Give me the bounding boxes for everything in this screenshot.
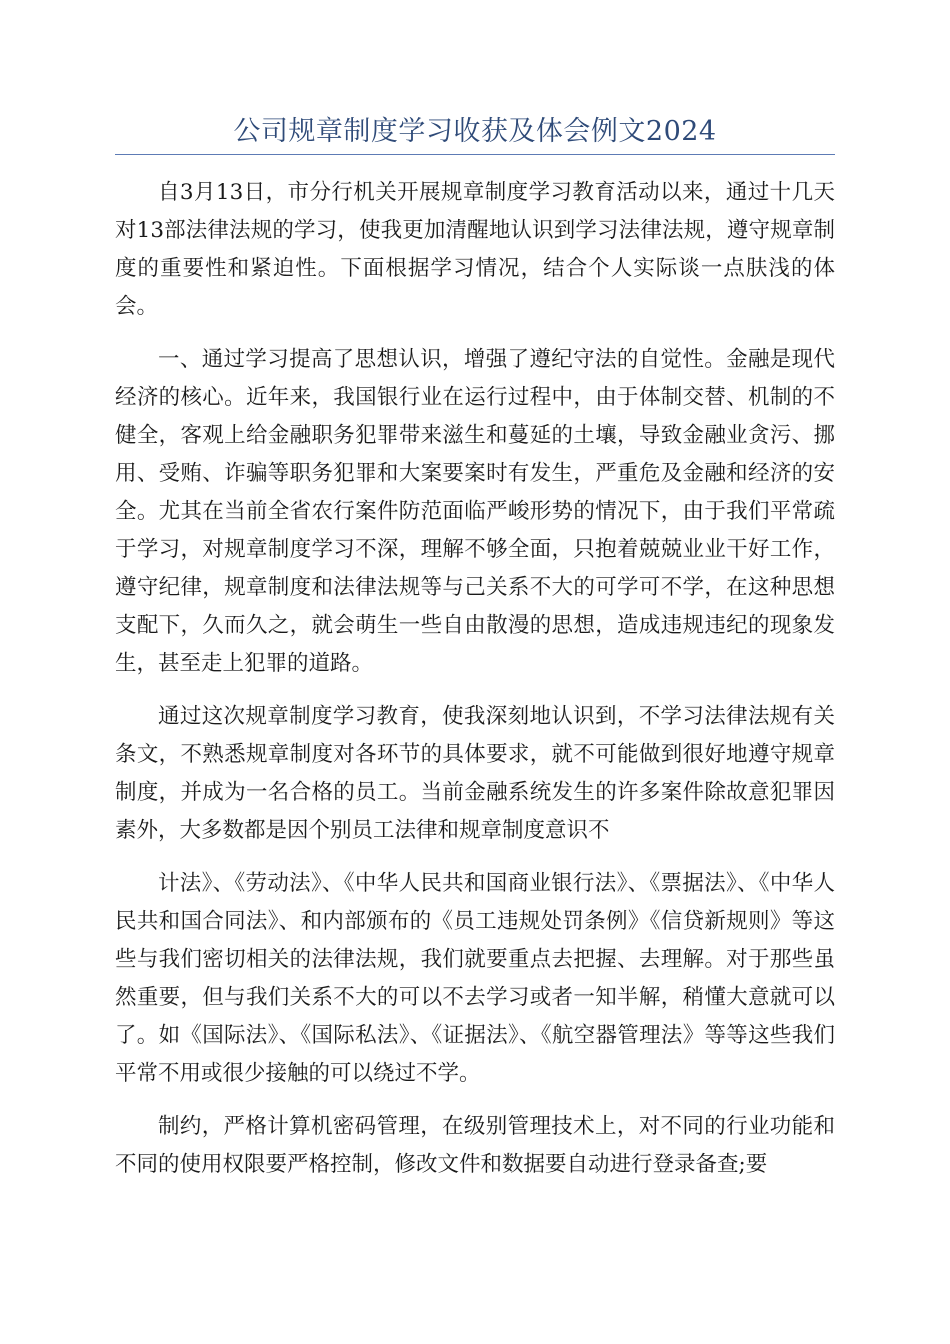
paragraph-intro: 自3月13日，市分行机关开展规章制度学习教育活动以来，通过十几天对13部法律法规的学习，使我更加清醒地认识到学习法律法规，遵守规章制度的重要性和紧迫性。下面根据学习情况，结合个人实际谈一点肤浅的体会。 (115, 180, 835, 319)
paragraph-study-education: 通过这次规章制度学习教育，使我深刻地认识到，不学习法律法规有关条文，不熟悉规章制度对各环节的具体要求，就不可能做到很好地遵守规章制度，并成为一名合格的员工。当前金融系统发生的许多案件除故意犯罪因素外，大多数都是因个别员工法律和规章制度意识不 (115, 704, 835, 843)
document-body (115, 174, 835, 1199)
paragraph-password-management: 制约，严格计算机密码管理，在级别管理技术上，对不同的行业功能和不同的使用权限要严格控制，修改文件和数据要自动进行登录备查;要 (115, 1114, 835, 1177)
paragraph-section-one: 一、通过学习提高了思想认识，增强了遵纪守法的自觉性。金融是现代经济的核心。近年来，我国银行业在运行过程中，由于体制交替、机制的不健全，客观上给金融职务犯罪带来滋生和蔓延的土壤，导致金融业贪污、挪用、受贿、诈骗等职务犯罪和大案要案时有发生，严重危及金融和经济的安全。尤其在当前全省农行案件防范面临严峻形势的情况下，由于我们平常疏于学习，对规章制度学习不深，理解不够全面，只抱着兢兢业业干好工作，遵守纪律，规章制度和法律法规等与己关系不大的可学可不学，在这种思想支配下，久而久之，就会萌生一些自由散漫的思想，造成违规违纪的现象发生，甚至走上犯罪的道路。 (115, 347, 835, 676)
paragraph-laws-list: 计法》、《劳动法》、《中华人民共和国商业银行法》、《票据法》、《中华人民共和国合同法》、和内部颁布的《员工违规处罚条例》《信贷新规则》等这些与我们密切相关的法律法规，我们就要重点去把握、去理解。对于那些虽然重要，但与我们关系不大的可以不去学习或者一知半解，稍懂大意就可以了。如《国际法》、《国际私法》、《证据法》、《航空器管理法》等等这些我们平常不用或很少接触的可以绕过不学。 (115, 871, 835, 1086)
title-underline (115, 154, 835, 155)
document-title: 公司规章制度学习收获及体会例文2024 (233, 116, 717, 147)
